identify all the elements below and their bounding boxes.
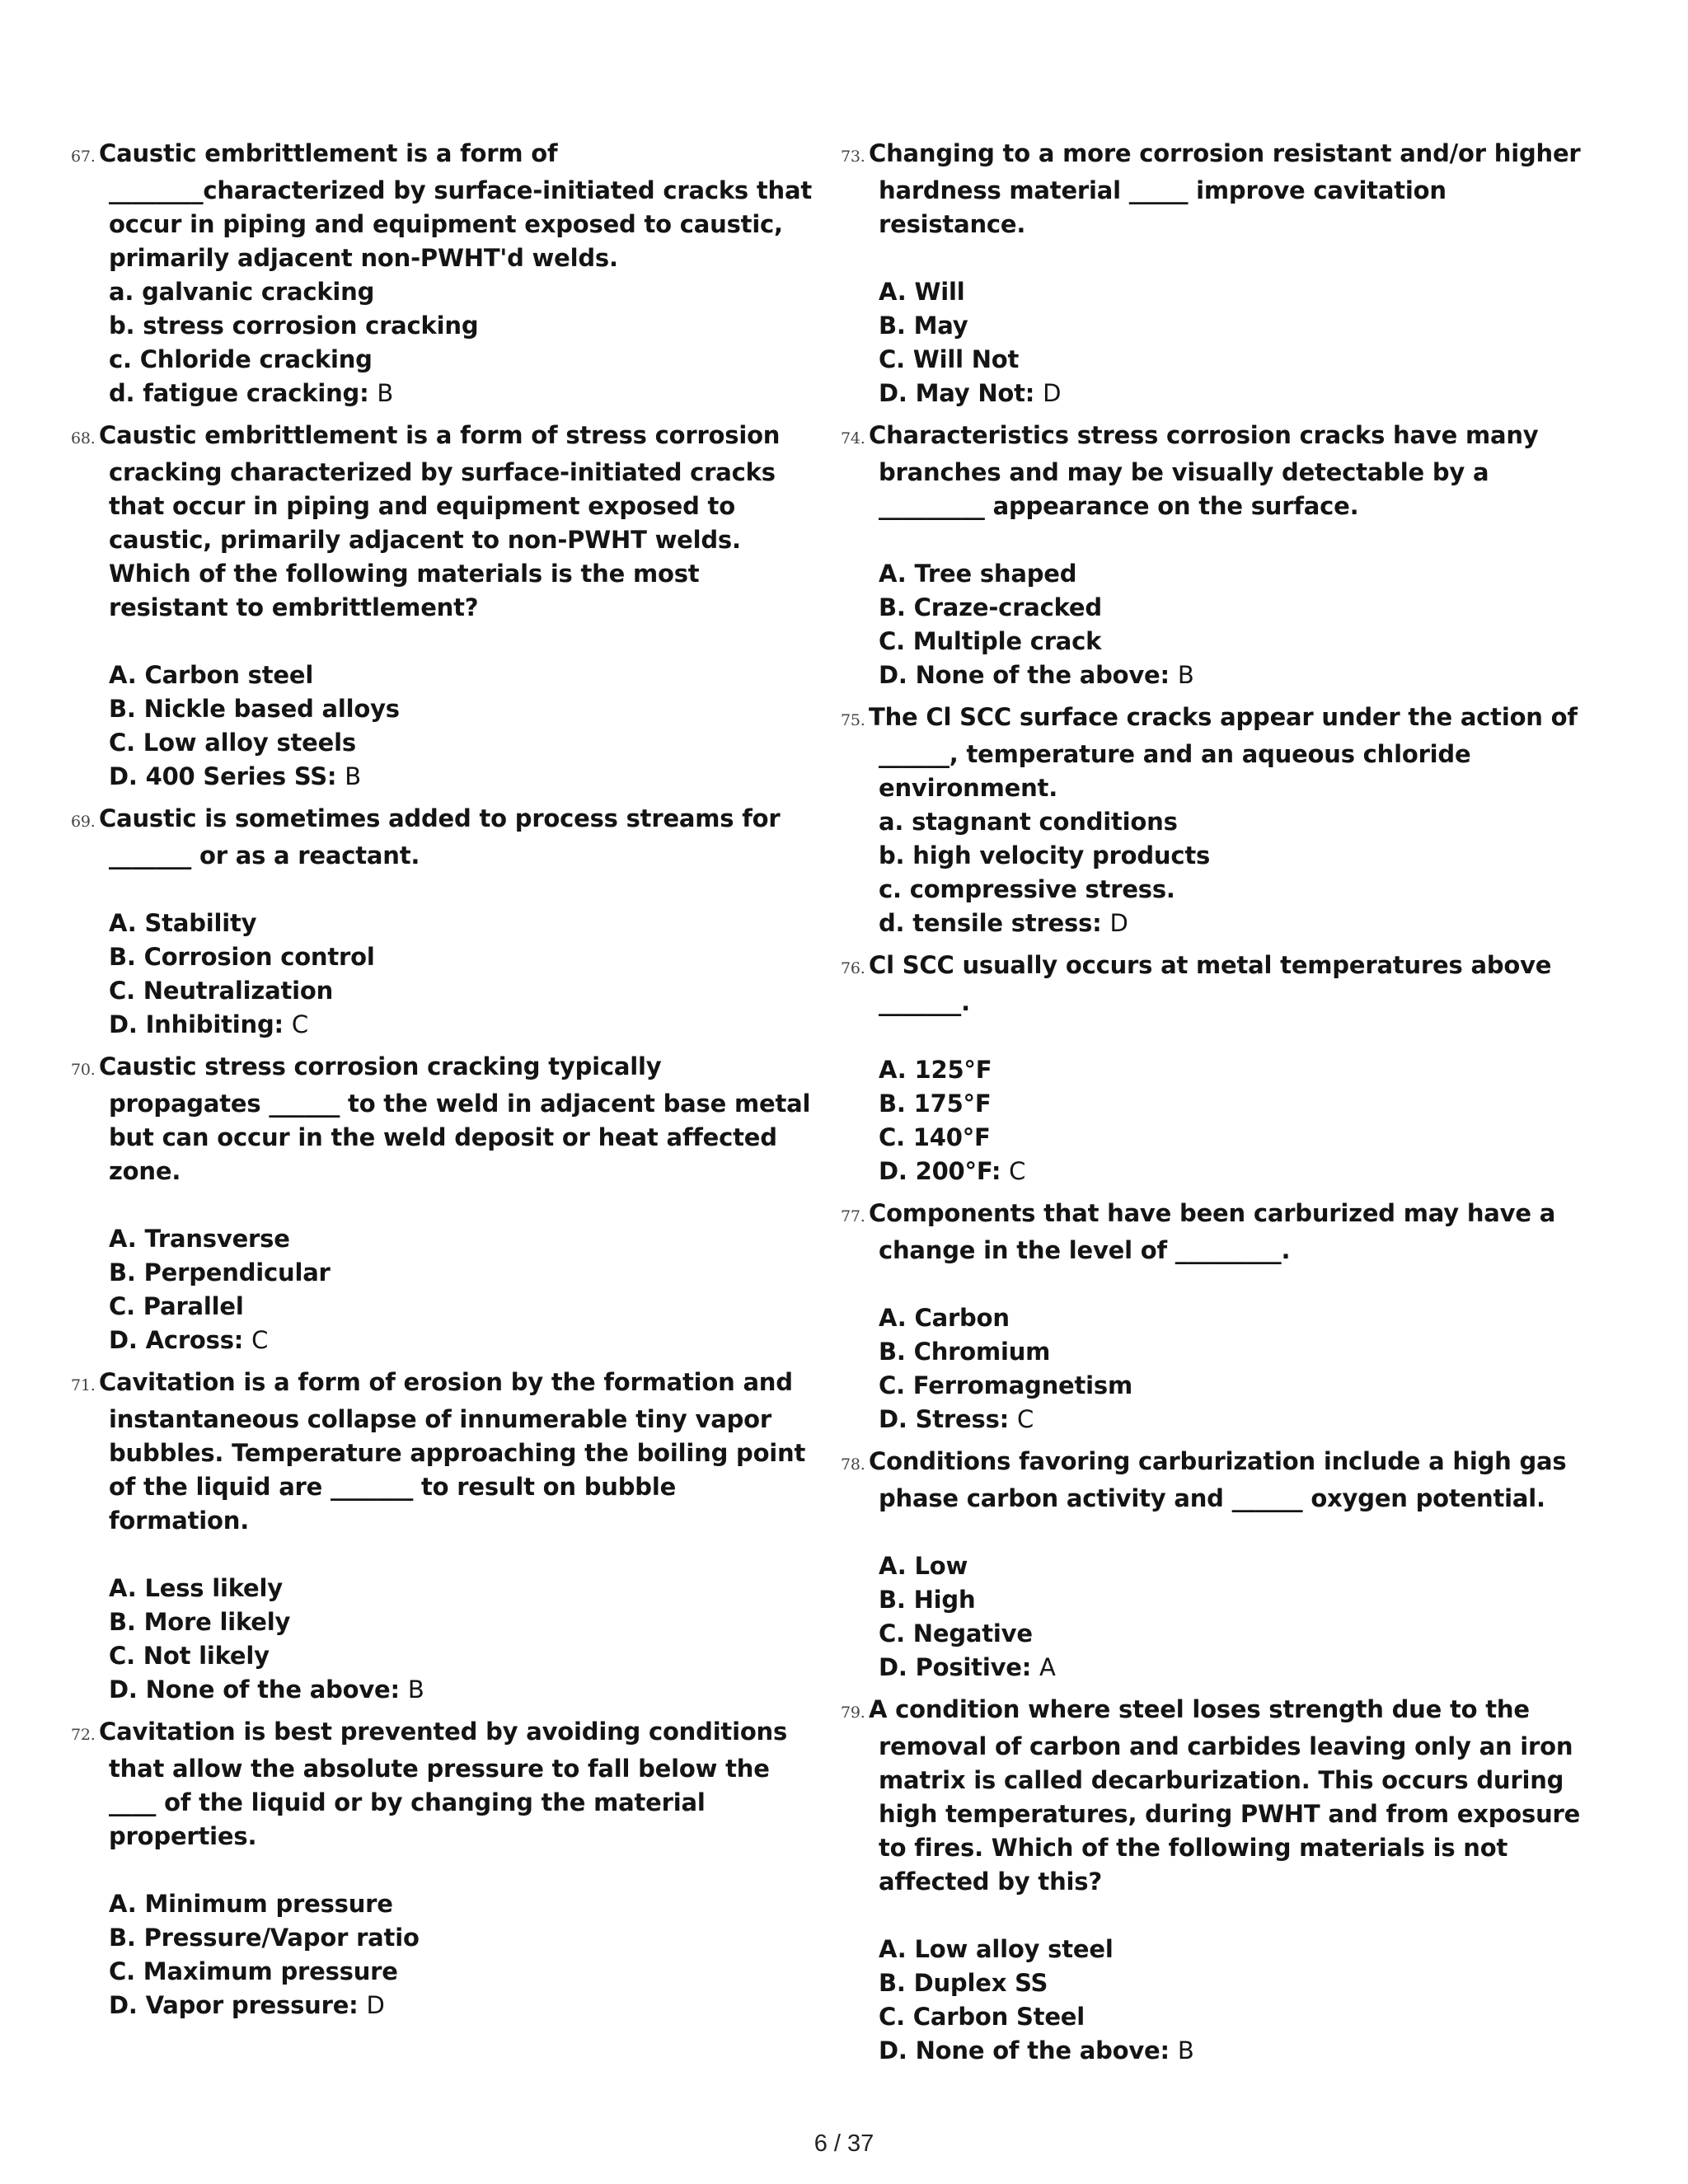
- option-text: B. Chromium: [879, 1338, 1051, 1366]
- option-text: C. 140°F: [879, 1123, 991, 1151]
- option-text: C. Multiple crack: [879, 627, 1102, 655]
- answer-option: [841, 1155, 1599, 1188]
- question-block: [71, 1366, 817, 1707]
- answer-option: [71, 1989, 817, 2022]
- question-block: [841, 1693, 1599, 2068]
- answer-option: [71, 760, 817, 794]
- answer-option: [841, 1583, 1599, 1617]
- answer-option: [71, 1008, 817, 1042]
- question-text: [71, 1050, 817, 1188]
- answer-option: [841, 658, 1599, 692]
- option-text: d. fatigue cracking:: [109, 379, 369, 407]
- question-stem: Changing to a more corrosion resistant and/or higher hardness material _____ improve cavitation resistance.: [869, 139, 1581, 238]
- option-text: D. Stress:: [879, 1405, 1010, 1433]
- question-stem: Cavitation is a form of erosion by the formation and instantaneous collapse of innumerable tiny vapor bubbles. Temperature approaching the boiling point of the liquid are _______ to result on bubble formation.: [99, 1368, 806, 1535]
- option-text: A. Carbon steel: [109, 661, 314, 689]
- question-stem: Cl SCC usually occurs at metal temperatures above _______.: [869, 951, 1552, 1016]
- question-text: [841, 949, 1599, 1019]
- option-text: c. Chloride cracking: [109, 345, 373, 373]
- spacer: [71, 873, 817, 907]
- spacer: [841, 523, 1599, 557]
- option-text: B. Duplex SS: [879, 1969, 1048, 1997]
- answer-option: [71, 1290, 817, 1324]
- spacer: [841, 1019, 1599, 1053]
- question-block: [71, 1050, 817, 1357]
- answer-option: [841, 1053, 1599, 1087]
- question-block: [841, 949, 1599, 1188]
- question-text: [841, 419, 1599, 523]
- answer-option: [841, 557, 1599, 591]
- option-text: d. tensile stress:: [879, 909, 1102, 937]
- option-text: D. Positive:: [879, 1653, 1032, 1681]
- question-number: 72.: [71, 1726, 96, 1744]
- question-number: 78.: [841, 1455, 865, 1474]
- question-text: [841, 1445, 1599, 1516]
- option-text: C. Maximum pressure: [109, 1957, 398, 1985]
- correct-answer: B: [1177, 2036, 1194, 2064]
- question-stem: A condition where steel loses strength due to the removal of carbon and carbides leaving only an iron matrix is called decarburization. This occurs during high temperatures, during PWHT and from exposure to fires. Which of the following materials is not affected by this?: [869, 1695, 1581, 1896]
- spacer: [71, 1854, 817, 1887]
- question-stem: Caustic is sometimes added to process streams for _______ or as a reactant.: [99, 804, 781, 869]
- option-text: a. stagnant conditions: [879, 808, 1178, 836]
- answer-option: [841, 625, 1599, 658]
- option-text: B. High: [879, 1586, 976, 1614]
- correct-answer: B: [1177, 661, 1194, 689]
- question-number: 71.: [71, 1376, 96, 1394]
- answer-option: [71, 275, 817, 309]
- answer-option: [841, 1617, 1599, 1651]
- option-text: A. Low alloy steel: [879, 1935, 1114, 1963]
- answer-option: [71, 1605, 817, 1639]
- answer-option: [841, 1549, 1599, 1583]
- answer-option: [71, 1639, 817, 1673]
- answer-option: [841, 1651, 1599, 1685]
- spacer: [841, 1516, 1599, 1549]
- option-text: D. Vapor pressure:: [109, 1991, 359, 2019]
- answer-option: [841, 873, 1599, 907]
- option-text: D. None of the above:: [109, 1675, 400, 1704]
- answer-option: [71, 1572, 817, 1605]
- question-stem: Caustic embrittlement is a form of stress corrosion cracking characterized by surface-initiated cracks that occur in piping and equipment exposed to caustic, primarily adjacent to non-PWHT welds. Which of the following materials is the most resistant to embrittlement?: [99, 421, 781, 621]
- answer-option: [841, 2000, 1599, 2034]
- option-text: A. Stability: [109, 909, 257, 937]
- spacer: [841, 1899, 1599, 1933]
- correct-answer: B: [407, 1675, 424, 1704]
- question-block: [71, 1715, 817, 2022]
- question-stem: Cavitation is best prevented by avoiding conditions that allow the absolute pressure to fall below the ____ of the liquid or by changing the material properties.: [99, 1718, 788, 1850]
- question-block: [71, 802, 817, 1042]
- answer-option: [841, 839, 1599, 873]
- answer-option: [841, 1966, 1599, 2000]
- answer-option: [841, 377, 1599, 410]
- answer-option: [841, 309, 1599, 343]
- answer-option: [841, 1121, 1599, 1155]
- question-stem: Characteristics stress corrosion cracks have many branches and may be visually detectable by a _________ appearance on the surface.: [869, 421, 1539, 520]
- option-text: D. None of the above:: [879, 661, 1170, 689]
- answer-option: [71, 658, 817, 692]
- option-text: A. Minimum pressure: [109, 1890, 393, 1918]
- option-text: D. 200°F:: [879, 1157, 1001, 1185]
- question-block: [71, 137, 817, 410]
- option-text: C. Not likely: [109, 1642, 270, 1670]
- option-text: B. May: [879, 312, 968, 340]
- option-text: D. None of the above:: [879, 2036, 1170, 2064]
- option-text: D. Across:: [109, 1326, 244, 1354]
- option-text: B. 175°F: [879, 1090, 992, 1118]
- answer-option: [71, 1256, 817, 1290]
- question-stem: The Cl SCC surface cracks appear under the action of ______, temperature and an aqueous chloride environment.: [869, 703, 1578, 802]
- question-text: [841, 701, 1599, 805]
- spacer: [71, 625, 817, 658]
- option-text: D. May Not:: [879, 379, 1035, 407]
- option-text: c. compressive stress.: [879, 875, 1175, 903]
- option-text: B. Nickle based alloys: [109, 695, 400, 723]
- answer-option: [841, 275, 1599, 309]
- option-text: A. 125°F: [879, 1056, 992, 1084]
- answer-option: [71, 309, 817, 343]
- correct-answer: C: [1016, 1405, 1034, 1433]
- question-block: [841, 419, 1599, 692]
- question-block: [841, 701, 1599, 940]
- option-text: C. Will Not: [879, 345, 1020, 373]
- question-text: [71, 419, 817, 625]
- answer-option: [71, 1955, 817, 1989]
- answer-option: [71, 940, 817, 974]
- question-number: 76.: [841, 959, 865, 977]
- option-text: A. Will: [879, 278, 965, 306]
- option-text: a. galvanic cracking: [109, 278, 375, 306]
- answer-option: [71, 907, 817, 940]
- answer-option: [841, 1087, 1599, 1121]
- answer-option: [841, 343, 1599, 377]
- question-block: [841, 1445, 1599, 1685]
- answer-option: [841, 1933, 1599, 1966]
- spacer: [841, 1268, 1599, 1301]
- correct-answer: C: [251, 1326, 269, 1354]
- answer-option: [841, 1335, 1599, 1369]
- spacer: [841, 241, 1599, 275]
- option-text: C. Negative: [879, 1619, 1033, 1647]
- option-text: B. More likely: [109, 1608, 291, 1636]
- option-text: C. Neutralization: [109, 977, 334, 1005]
- option-text: A. Tree shaped: [879, 560, 1077, 588]
- answer-option: [71, 1887, 817, 1921]
- option-text: A. Carbon: [879, 1304, 1010, 1332]
- answer-option: [841, 1301, 1599, 1335]
- right-column: [841, 137, 1599, 2076]
- question-number: 74.: [841, 429, 865, 448]
- answer-option: [71, 1921, 817, 1955]
- answer-option: [71, 377, 817, 410]
- question-stem: Components that have been carburized may have a change in the level of _________.: [869, 1199, 1556, 1264]
- question-text: [71, 1366, 817, 1538]
- answer-option: [71, 1222, 817, 1256]
- correct-answer: B: [377, 379, 394, 407]
- question-number: 73.: [841, 148, 865, 166]
- option-text: D. 400 Series SS:: [109, 762, 337, 790]
- question-text: [71, 802, 817, 873]
- correct-answer: A: [1039, 1653, 1056, 1681]
- option-text: C. Ferromagnetism: [879, 1371, 1132, 1399]
- spacer: [71, 1188, 817, 1222]
- question-block: [71, 419, 817, 794]
- option-text: B. Craze-cracked: [879, 593, 1102, 621]
- correct-answer: C: [291, 1010, 308, 1038]
- question-number: 77.: [841, 1207, 865, 1226]
- question-number: 75.: [841, 711, 865, 729]
- option-text: C. Parallel: [109, 1292, 244, 1320]
- question-number: 79.: [841, 1704, 865, 1722]
- option-text: C. Carbon Steel: [879, 2003, 1085, 2031]
- option-text: A. Transverse: [109, 1225, 290, 1253]
- option-text: A. Low: [879, 1552, 968, 1580]
- question-text: [71, 137, 817, 275]
- answer-option: [841, 2034, 1599, 2068]
- correct-answer: D: [366, 1991, 385, 2019]
- option-text: B. Perpendicular: [109, 1258, 331, 1286]
- answer-option: [71, 692, 817, 726]
- question-number: 69.: [71, 813, 96, 831]
- correct-answer: C: [1009, 1157, 1026, 1185]
- option-text: D. Inhibiting:: [109, 1010, 284, 1038]
- question-number: 70.: [71, 1061, 96, 1079]
- answer-option: [841, 591, 1599, 625]
- answer-option: [841, 1369, 1599, 1403]
- question-block: [841, 137, 1599, 410]
- question-number: 67.: [71, 148, 96, 166]
- option-text: B. Corrosion control: [109, 943, 375, 971]
- answer-option: [71, 343, 817, 377]
- correct-answer: D: [1043, 379, 1062, 407]
- correct-answer: D: [1109, 909, 1128, 937]
- answer-option: [71, 1673, 817, 1707]
- answer-option: [71, 974, 817, 1008]
- answer-option: [841, 805, 1599, 839]
- answer-option: [841, 907, 1599, 940]
- option-text: A. Less likely: [109, 1574, 283, 1602]
- correct-answer: B: [345, 762, 361, 790]
- question-stem: Caustic embrittlement is a form of ________characterized by surface-initiated cracks that occur in piping and equipment exposed to caustic, primarily adjacent non-PWHT'd welds.: [99, 139, 813, 272]
- question-text: [841, 1197, 1599, 1268]
- option-text: C. Low alloy steels: [109, 729, 356, 757]
- option-text: B. Pressure/Vapor ratio: [109, 1924, 420, 1952]
- question-stem: Conditions favoring carburization include a high gas phase carbon activity and ______ oxygen potential.: [869, 1447, 1567, 1512]
- spacer: [71, 1538, 817, 1572]
- question-block: [841, 1197, 1599, 1436]
- question-number: 68.: [71, 429, 96, 448]
- page-number: 6 / 37: [814, 2130, 874, 2157]
- question-text: [841, 1693, 1599, 1899]
- question-text: [71, 1715, 817, 1854]
- left-column: [71, 137, 817, 2031]
- option-text: b. stress corrosion cracking: [109, 312, 479, 340]
- answer-option: [71, 726, 817, 760]
- answer-option: [841, 1403, 1599, 1436]
- question-text: [841, 137, 1599, 241]
- answer-option: [71, 1324, 817, 1357]
- option-text: b. high velocity products: [879, 841, 1211, 869]
- question-stem: Caustic stress corrosion cracking typically propagates ______ to the weld in adjacent base metal but can occur in the weld deposit or heat affected zone.: [99, 1052, 811, 1185]
